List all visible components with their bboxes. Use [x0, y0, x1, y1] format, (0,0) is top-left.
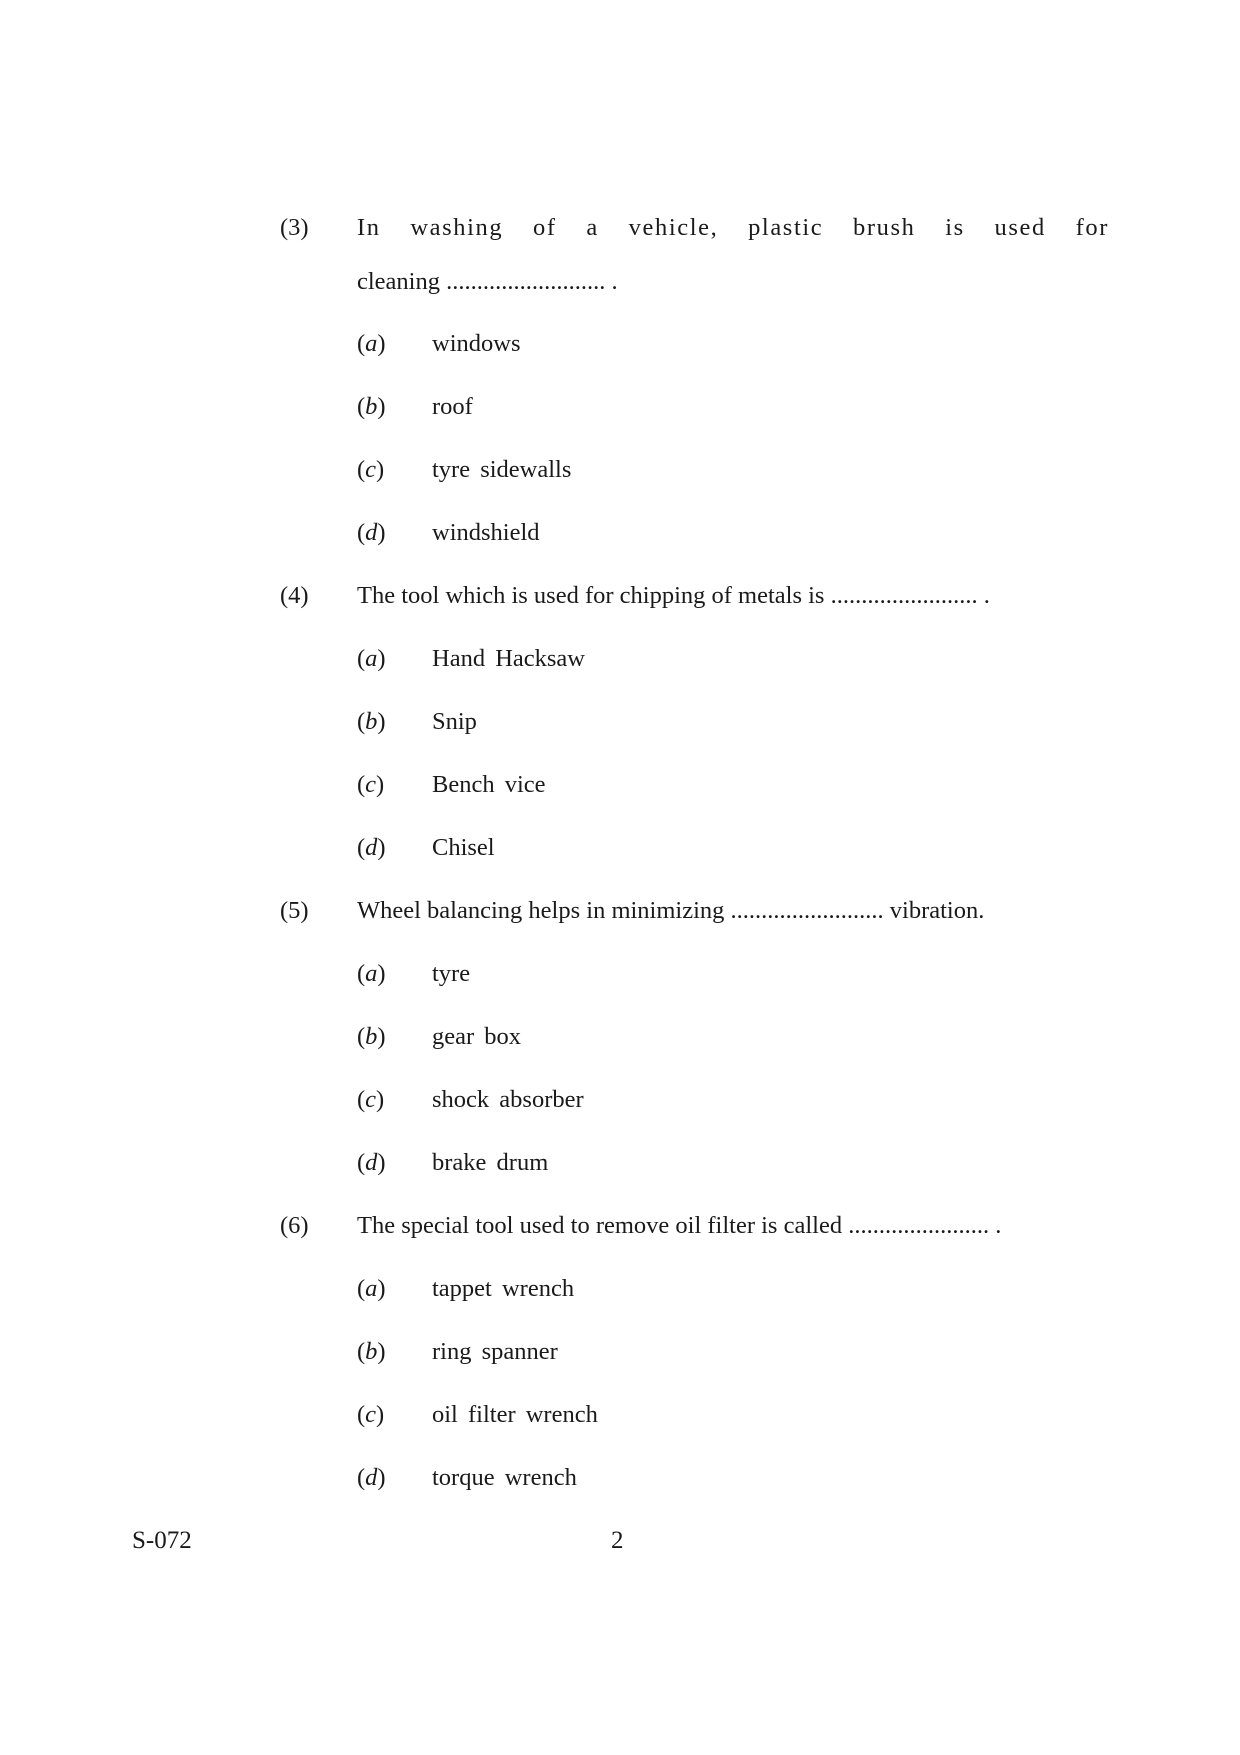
- option-label: (d): [357, 519, 386, 546]
- question-number: (3): [280, 214, 309, 241]
- question-text: Wheel balancing helps in minimizing ......................... vibration.: [357, 897, 985, 924]
- option-text: tyre: [432, 960, 471, 987]
- option-text: oil filter wrench: [432, 1401, 598, 1428]
- page-number: 2: [611, 1527, 624, 1554]
- option-text: shock absorber: [432, 1086, 584, 1113]
- option-text: gear box: [432, 1023, 522, 1050]
- option-label: (b): [357, 708, 386, 735]
- option-label: (d): [357, 1149, 386, 1176]
- question-text: The special tool used to remove oil filter is called ....................... .: [357, 1212, 1002, 1239]
- option-text: Hand Hacksaw: [432, 645, 585, 672]
- question-number: (5): [280, 897, 309, 924]
- paper-code: S-072: [132, 1527, 192, 1554]
- option-label: (a): [357, 1275, 386, 1302]
- option-text: Chisel: [432, 834, 495, 861]
- option-text: tappet wrench: [432, 1275, 575, 1302]
- option-label: (c): [357, 456, 385, 483]
- option-text: brake drum: [432, 1149, 549, 1176]
- option-label: (a): [357, 645, 386, 672]
- question-text: In washing of a vehicle, plastic brush is used for: [357, 214, 1109, 241]
- option-label: (c): [357, 771, 385, 798]
- option-label: (d): [357, 1464, 386, 1491]
- option-label: (b): [357, 1338, 386, 1365]
- question-text-continued: cleaning .......................... .: [357, 268, 618, 295]
- option-text: roof: [432, 393, 473, 420]
- option-label: (c): [357, 1401, 385, 1428]
- option-label: (d): [357, 834, 386, 861]
- option-label: (b): [357, 1023, 386, 1050]
- question-number: (6): [280, 1212, 309, 1239]
- option-text: ring spanner: [432, 1338, 558, 1365]
- question-number: (4): [280, 582, 309, 609]
- question-text: The tool which is used for chipping of metals is ........................ .: [357, 582, 990, 609]
- option-label: (a): [357, 960, 386, 987]
- option-text: Bench vice: [432, 771, 546, 798]
- option-text: torque wrench: [432, 1464, 577, 1491]
- option-text: Snip: [432, 708, 477, 735]
- option-text: windows: [432, 330, 521, 357]
- option-label: (b): [357, 393, 386, 420]
- option-label: (c): [357, 1086, 385, 1113]
- option-label: (a): [357, 330, 386, 357]
- option-text: windshield: [432, 519, 540, 546]
- option-text: tyre sidewalls: [432, 456, 572, 483]
